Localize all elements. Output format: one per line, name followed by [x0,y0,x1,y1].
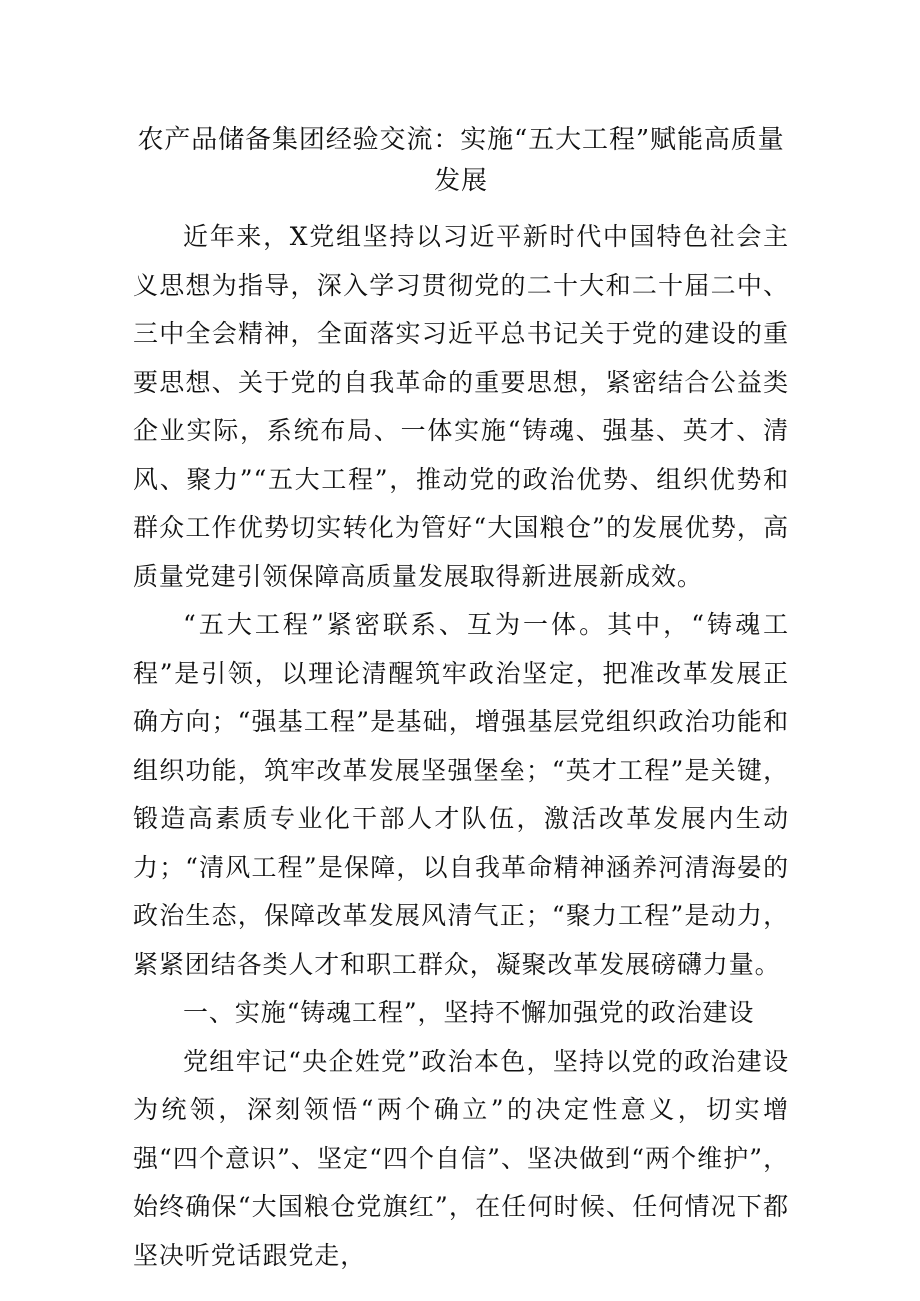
section-heading-one: 一、实施“铸魂工程”，坚持不懈加强党的政治建设 [183,998,755,1027]
paragraph-section-one: 党组牢记“央企姓党”政治本色，坚持以党的政治建设为统领，深刻领悟“两个确立”的决定性意义，切实增强“四个意识”、坚定“四个自信”、坚决做到“两个维护”，始终确保“大国粮仓党旗红”，在任何时候、任何情况下都坚决听党话跟党走， [133,1046,789,1270]
paragraph-intro: 近年来，X党组坚持以习近平新时代中国特色社会主义思想为指导，深入学习贯彻党的二十大和二十届二中、三中全会精神，全面落实习近平总书记关于党的建设的重要思想、关于党的自我革命的重要思想，紧密结合公益类企业实际，系统布局、一体实施“铸魂、强基、英才、清风、聚力”“五大工程”，推动党的政治优势、组织优势和群众工作优势切实转化为管好“大国粮仓”的发展优势，高质量党建引领保障高质量发展取得新进展新成效。 [133,222,789,591]
document-title: 农产品储备集团经验交流：实施“五大工程”赋能高质量发展 [137,125,785,196]
paragraph-five-projects: “五大工程”紧密联系、互为一体。其中，“铸魂工程”是引领，以理论清醒筑牢政治坚定，把准改革发展正确方向；“强基工程”是基础，增强基层党组织政治功能和组织功能，筑牢改革发展坚强堡垒；“英才工程”是关键，锻造高素质专业化干部人才队伍，激活改革发展内生动力；“清风工程”是保障，以自我革命精神涵养河清海晏的政治生态，保障改革发展风清气正；“聚力工程”是动力，紧紧团结各类人才和职工群众，凝聚改革发展磅礴力量。 [133,610,789,979]
document-body [133,213,789,1280]
